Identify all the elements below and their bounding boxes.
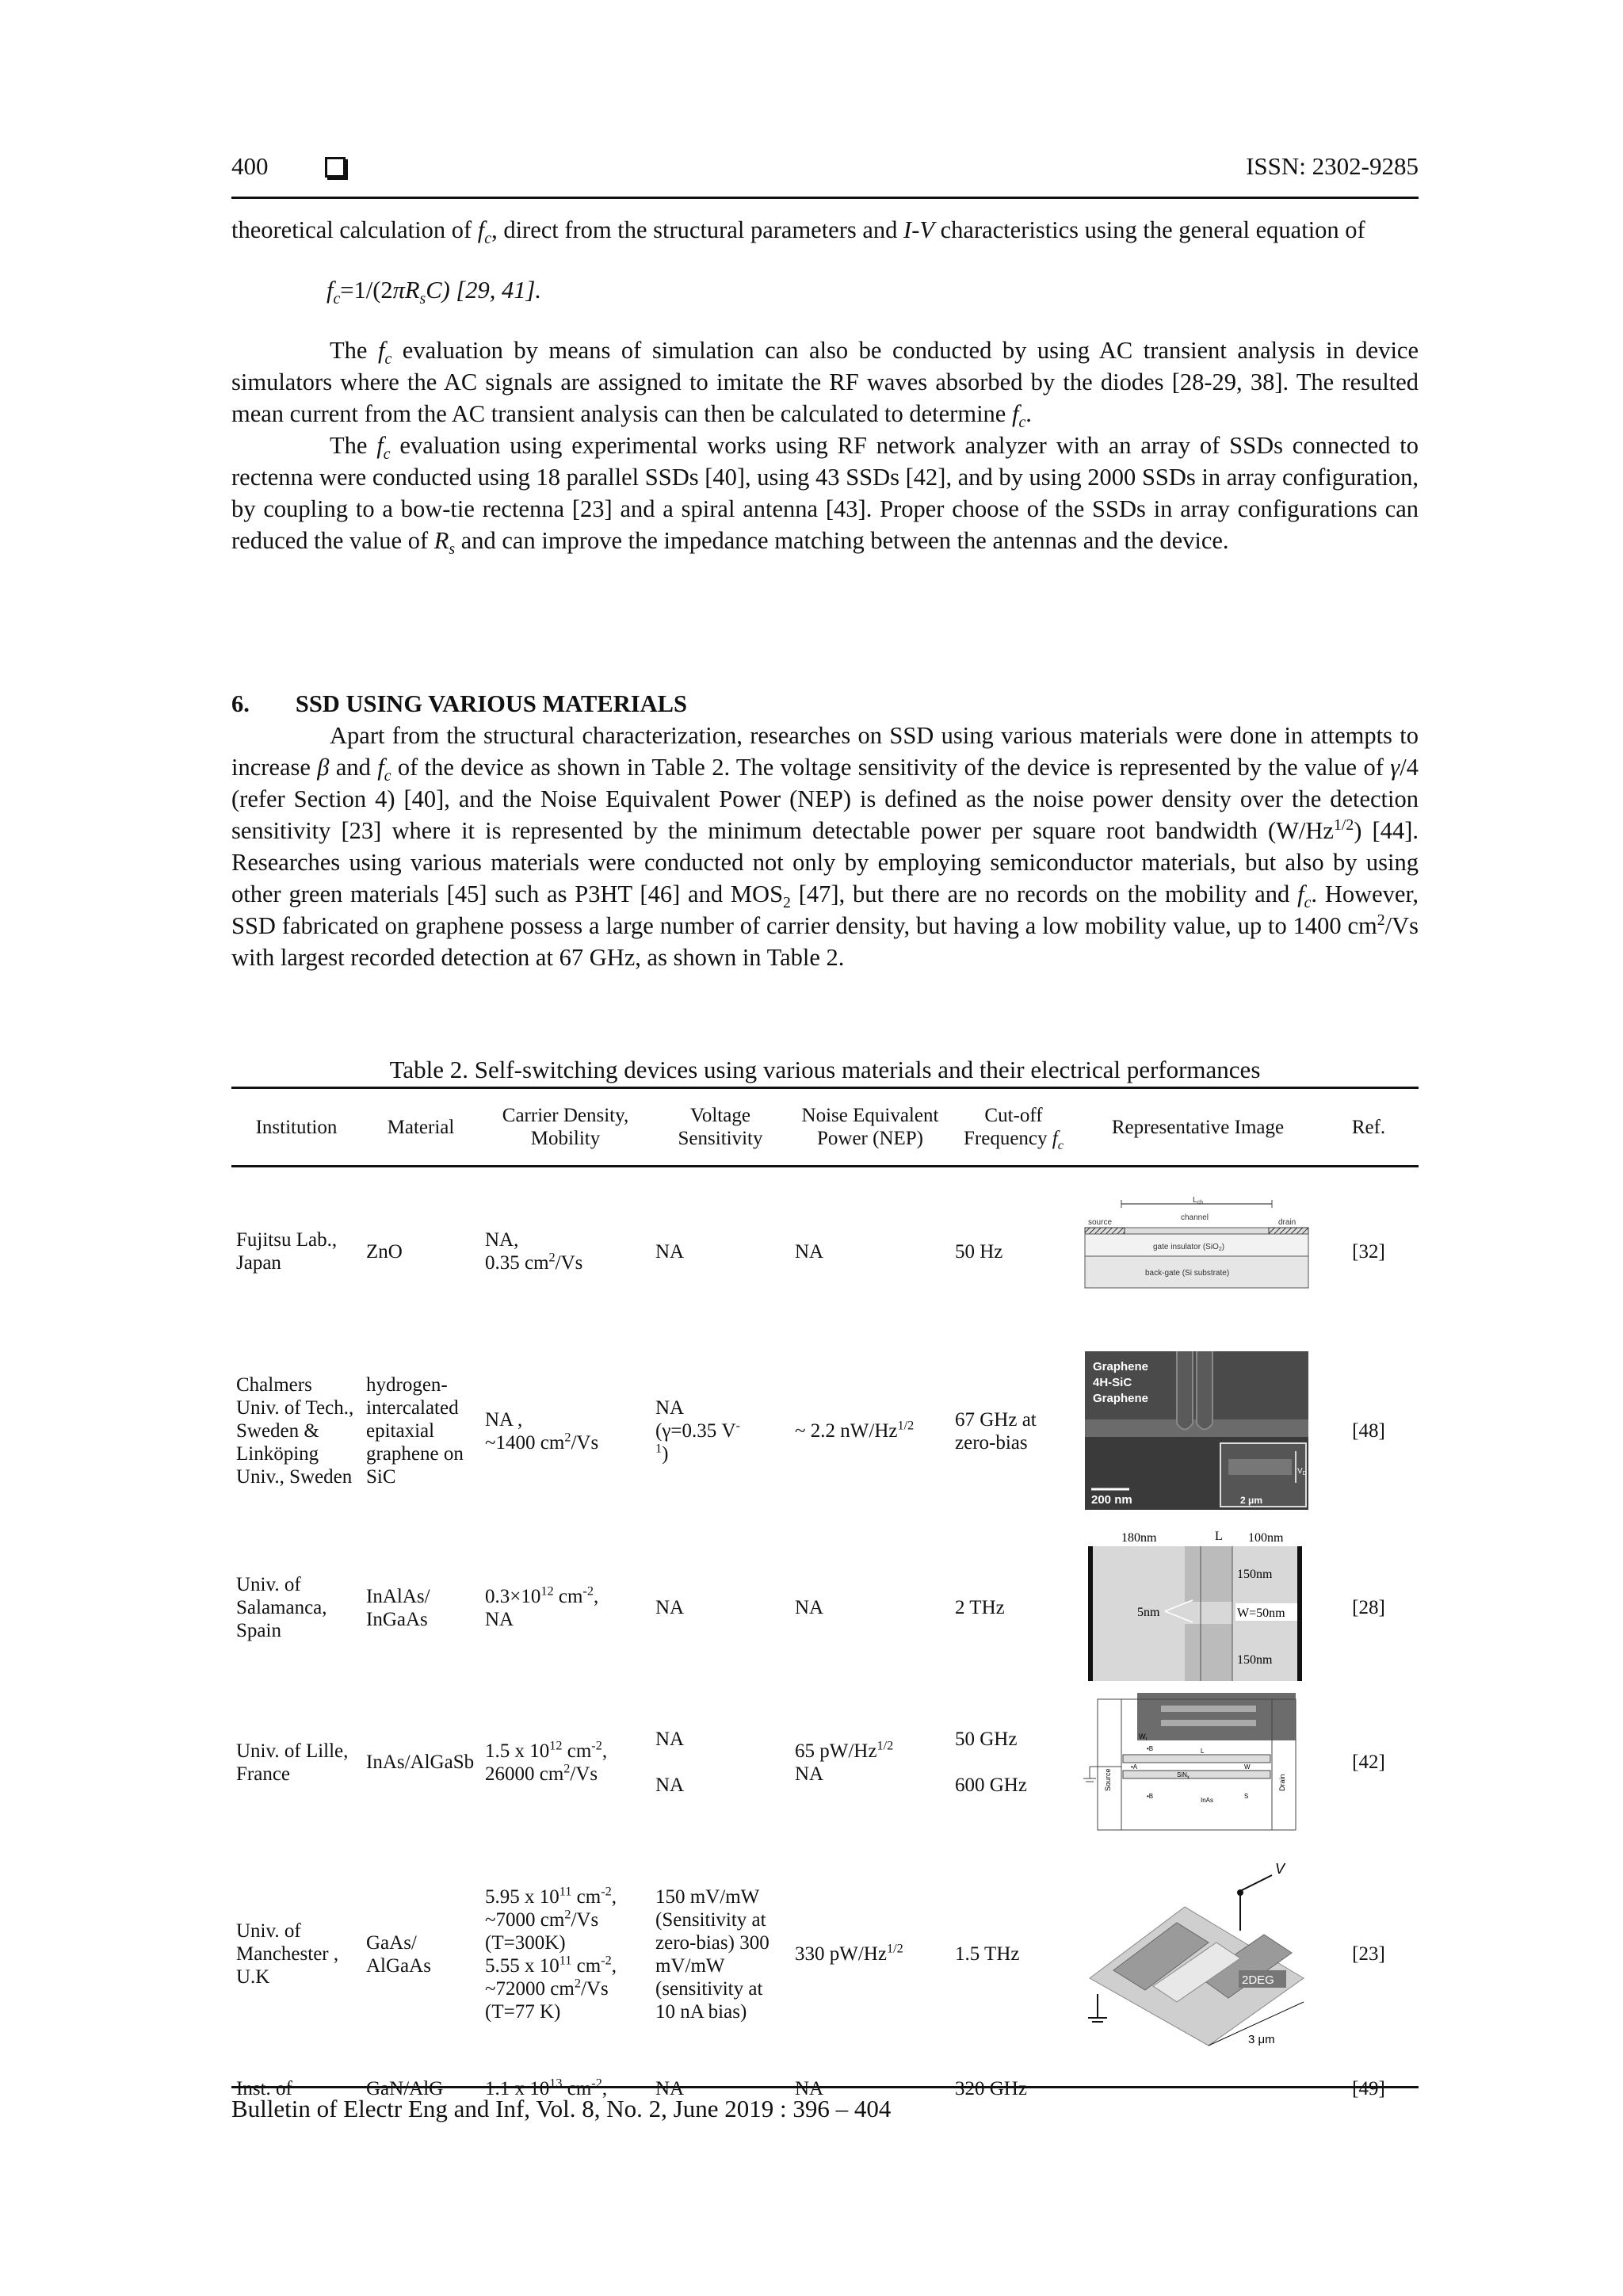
- col-image: Representative Image: [1077, 1088, 1319, 1167]
- svg-text:Lch: $L_{ch}$: [1193, 1196, 1203, 1206]
- svg-text:Graphene: Graphene: [1093, 1359, 1149, 1373]
- table-header-row: [231, 1088, 1419, 1167]
- salamanca-device-schematic: [1077, 1526, 1319, 1690]
- svg-text:•A: •A: [1131, 1763, 1138, 1771]
- svg-text:150nm: 150nm: [1237, 1567, 1273, 1581]
- svg-text:channel: channel: [1181, 1213, 1209, 1223]
- svg-text:VD: $V_D$: [1297, 1466, 1307, 1477]
- svg-text:200 nm: 200 nm: [1091, 1492, 1132, 1507]
- col-cutoff: Cut-off Frequency $f_c$: [950, 1088, 1077, 1167]
- svg-text:150nm: 150nm: [1237, 1652, 1273, 1667]
- svg-text:•B: •B: [1147, 1744, 1154, 1752]
- col-material: Material: [361, 1088, 480, 1167]
- table-row: Univ. of Manchester , U.K GaAs/ AlGaAs 5.95 x $10^{11}$ $cm^{-2}$, ~7000 $cm^2/Vs$ (T=300K) 5.55 x $10^{11}$ $cm^{-2}$, ~72000 $cm^2/Vs$ (T=77 K) 150 mV/mW (Sensitivity at zero-bias) 300 mV/mW (sensitivity at 10 nA bias) 330 $pW/Hz^{1/2}$ 1.5 THz V 2DEG 3 μm [23]: [231, 1836, 1419, 2073]
- page-footer: Bulletin of Electr Eng and Inf, Vol. 8, No. 2, June 2019 : 396 – 404: [231, 2086, 1419, 2123]
- svg-text:100nm: 100nm: [1248, 1530, 1284, 1545]
- svg-text:source: source: [1088, 1218, 1113, 1228]
- svg-text:SiNx: SiN$_x$: [1177, 1771, 1190, 1780]
- col-voltage: Voltage Sensitivity: [651, 1088, 790, 1167]
- svg-text:Wt: $W_t$: [1139, 1732, 1148, 1742]
- body-text-top: [231, 214, 1419, 559]
- table-row: Inst. of GaN/AlG 1.1 x $10^{13}$ $cm^{-2}$, NA NA 320 GHz [49]: [236, 2076, 1385, 2099]
- svg-text:gate insulator (SiO2): gate insulator (SiO$_2$): [1153, 1243, 1225, 1253]
- manchester-device-3d-render: [1077, 1836, 1319, 2073]
- paragraph-4: Apart from the structural characterization, researches on SSD using various materials were done in attempts to increase β and $f_c$ of the device as shown in Table 2. The voltage sensitivity of the device is represented by the value of γ/4 (refer Section 4) [40], and the Noise Equivalent Power (NEP) is defined as the noise power density over the detection sensitivity [23] where it is represented by the minimum detectable power per square root bandwidth $(W/Hz^{1/2})$ [44]. Researches using various materials were conducted not only by employing semiconductor materials, but also by using other green materials [45] such as P3HT [46] and $MOS_2$ [47], but there are no records on the mobility and $f_c$. However, SSD fabricated on graphene possess a large number of carrier density, but having a low mobility value, up to 1400 $cm^2/Vs$ with largest recorded detection at 67 GHz, as shown in Table 2.: [231, 722, 1419, 971]
- svg-text:Source: Source: [1104, 1767, 1112, 1791]
- paragraph-1: theoretical calculation of $f_c$, direct from the structural parameters and I-V characteristics using the general equation of: [231, 216, 1365, 248]
- svg-text:180nm: 180nm: [1121, 1530, 1157, 1545]
- section-heading: 6. SSD USING VARIOUS MATERIALS: [231, 690, 687, 717]
- svg-text:drain: drain: [1278, 1218, 1296, 1228]
- svg-text:V: V: [1275, 1860, 1285, 1877]
- svg-text:L: L: [1215, 1529, 1223, 1543]
- svg-text:Drain: Drain: [1278, 1773, 1286, 1791]
- svg-text:L: L: [1201, 1747, 1205, 1755]
- svg-text:2DEG: 2DEG: [1242, 1973, 1274, 1987]
- table-caption: Table 2. Self-switching devices using various materials and their electrical performances: [389, 1056, 1261, 1083]
- svg-text:3 μm: 3 μm: [1248, 2032, 1275, 2046]
- table-row: Chalmers Univ. of Tech., Sweden & Linköping Univ., Sweden hydrogen-intercalated epitaxial graphene on SiC NA , ~1400 $cm^2/Vs$ NA (γ=0.35 V- $^1$) ~ 2.2 $nW/Hz^{1/2}$ 67 GHz at zero-bias Graphene 4H-SiC Graphene $V_D$ 200 nm 2 μm [48]: [231, 1336, 1419, 1526]
- issn: ISSN: 2302-9285: [1246, 152, 1419, 180]
- col-ref: Ref.: [1319, 1088, 1419, 1167]
- paragraph-2: The $f_c$ evaluation by means of simulation can also be conducted by using AC transient analysis in device simulators where the AC signals are assigned to imitate the RF waves absorbed by the diodes [28-29, 38]. The resulted mean current from the AC transient analysis can then be calculated to determine $f_c$.: [231, 337, 1419, 432]
- svg-text:InAs: InAs: [1201, 1796, 1214, 1804]
- graphene-sem-image: [1077, 1336, 1319, 1526]
- svg-text:Graphene: Graphene: [1093, 1391, 1149, 1405]
- svg-text:•B: •B: [1147, 1792, 1154, 1800]
- svg-text:S: S: [1244, 1792, 1249, 1800]
- svg-text:4H-SiC: 4H-SiC: [1093, 1375, 1132, 1389]
- col-nep: Noise Equivalent Power (NEP): [790, 1088, 950, 1167]
- table-row: Univ. of Lille, France InAs/AlGaSb 1.5 x $10^{12}$ $cm^{-2}$, 26000 $cm^2/Vs$ NA NA 65 $pW/Hz^{1/2}$ NA 50 GHz 600 GHz Source Drain $W_t$ •B L •A SiN$_x$ W •B InAs S [42]: [231, 1690, 1419, 1836]
- col-carrier: Carrier Density, Mobility: [480, 1088, 651, 1167]
- section-6: [231, 688, 1419, 973]
- page-number: 400: [231, 152, 269, 180]
- lille-device-schematic: [1077, 1690, 1319, 1836]
- svg-text:back-gate (Si substrate): back-gate (Si substrate): [1145, 1269, 1230, 1278]
- svg-text:5nm: 5nm: [1137, 1605, 1160, 1619]
- col-institution: Institution: [231, 1088, 361, 1167]
- zno-device-schematic: [1077, 1167, 1319, 1336]
- page-header: [231, 152, 1419, 199]
- checkbox-square-icon: [325, 157, 346, 178]
- materials-table: [231, 1087, 1419, 2105]
- table-row: Univ. of Salamanca, Spain InAlAs/ InGaAs $0.3\times 10^{12}$ $cm^{-2}$, NA NA NA 2 THz 180nm L 100nm 150nm 5nm W=50nm 150nm [28]: [231, 1526, 1419, 1690]
- svg-text:W: W: [1244, 1763, 1251, 1771]
- table-row: Fujitsu Lab., Japan ZnO NA, 0.35 $cm^2/Vs$ NA NA 50 Hz $L_{ch}$ source channel drain gate insulator (SiO$_2$) back-gate (Si substrate) [32]: [231, 1167, 1419, 1336]
- svg-text:2 μm: 2 μm: [1240, 1494, 1263, 1506]
- equation: $f_c=1/(2\pi R_sC)$ [29, 41].: [327, 277, 542, 308]
- svg-text:W=50nm: W=50nm: [1237, 1606, 1285, 1620]
- paragraph-3: The $f_c$ evaluation using experimental works using RF network analyzer with an array of SSDs connected to rectenna were conducted using 18 parallel SSDs [40], using 43 SSDs [42], and by using 2000 SSDs in array configuration, by coupling to a bow-tie rectenna [23] and a spiral antenna [43]. Proper choose of the SSDs in array configurations can reduced the value of $R_s$ and can improve the impedance matching between the antennas and the device.: [231, 432, 1419, 559]
